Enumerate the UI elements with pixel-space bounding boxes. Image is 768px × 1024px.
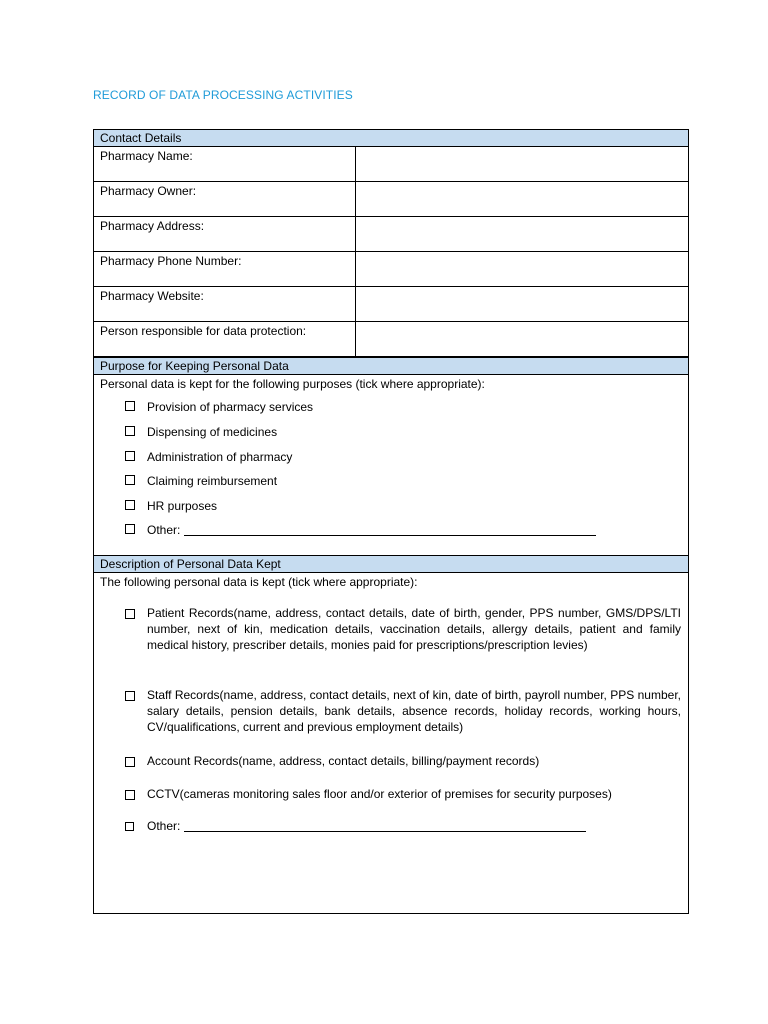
pharmacy-website-label: Pharmacy Website: [94, 287, 356, 321]
contact-row-pharmacy-address [94, 217, 688, 252]
purpose-option[interactable] [125, 424, 277, 440]
purpose-option-label: Administration of pharmacy [147, 450, 293, 464]
record-option-other[interactable] [125, 818, 681, 834]
checkbox-icon[interactable] [125, 790, 135, 800]
checkbox-icon[interactable] [125, 451, 135, 461]
data-protection-person-label: Person responsible for data protection: [94, 322, 356, 356]
record-name: Staff Records [147, 688, 220, 702]
record-detail: (cameras monitoring sales floor and/or exterior of premises for security purposes) [179, 787, 612, 801]
purpose-option-label: Dispensing of medicines [147, 425, 278, 439]
record-option-staff[interactable] [125, 687, 681, 735]
purpose-option[interactable] [125, 399, 313, 415]
description-heading: Description of Personal Data Kept [94, 555, 688, 573]
record-name: CCTV [147, 787, 180, 801]
record-detail: (name, address, contact details, date of birth, gender, PPS number, GMS/DPS/LTI number, next of kin, medication details, vaccination details, allergy details, patient and family medical history, prescriber details, monies paid for prescriptions/prescription levies) [147, 606, 681, 652]
pharmacy-address-field[interactable] [356, 217, 688, 251]
purpose-option-label: Claiming reimbursement [147, 474, 278, 488]
purpose-intro: Personal data is kept for the following purposes (tick where appropriate): [100, 377, 485, 391]
purpose-other-label: Other: [147, 523, 181, 537]
pharmacy-name-field[interactable] [356, 147, 688, 181]
checkbox-icon[interactable] [125, 609, 135, 619]
pharmacy-owner-label: Pharmacy Owner: [94, 182, 356, 216]
checkbox-icon[interactable] [125, 822, 134, 831]
record-detail: (name, address, contact details, next of kin, date of birth, payroll number, PPS number, salary details, pension details, bank details, absence records, holiday records, working hours, CV/qualifications, current and previous employment details) [147, 688, 681, 734]
description-intro: The following personal data is kept (tick where appropriate): [100, 575, 418, 589]
record-other-label: Other: [147, 819, 181, 833]
record-name: Patient Records [147, 606, 234, 620]
contact-row-pharmacy-website [94, 287, 688, 322]
contact-row-pharmacy-phone [94, 252, 688, 287]
purpose-option[interactable] [125, 449, 292, 465]
purpose-option-other[interactable] [125, 522, 596, 538]
record-option-cctv[interactable] [125, 786, 681, 802]
purpose-heading: Purpose for Keeping Personal Data [94, 357, 688, 375]
pharmacy-phone-field[interactable] [356, 252, 688, 286]
record-name: Account Records [147, 754, 239, 768]
document-title: RECORD OF DATA PROCESSING ACTIVITIES [93, 88, 353, 102]
purpose-option[interactable] [125, 473, 277, 489]
pharmacy-phone-label: Pharmacy Phone Number: [94, 252, 356, 286]
contact-row-data-protection [94, 322, 688, 357]
checkbox-icon[interactable] [125, 500, 135, 510]
contact-row-pharmacy-name [94, 147, 688, 182]
purpose-option-label: Provision of pharmacy services [147, 400, 314, 414]
pharmacy-name-label: Pharmacy Name: [94, 147, 356, 181]
checkbox-icon[interactable] [125, 757, 135, 767]
record-other-input[interactable] [184, 831, 586, 832]
pharmacy-owner-field[interactable] [356, 182, 688, 216]
contact-details-heading: Contact Details [94, 130, 688, 147]
record-option-patient[interactable] [125, 605, 681, 653]
pharmacy-address-label: Pharmacy Address: [94, 217, 356, 251]
pharmacy-website-field[interactable] [356, 287, 688, 321]
data-processing-form [93, 129, 689, 914]
purpose-block [94, 375, 688, 555]
checkbox-icon[interactable] [125, 475, 135, 485]
checkbox-icon[interactable] [125, 426, 135, 436]
data-protection-person-field[interactable] [356, 322, 688, 356]
record-detail: (name, address, contact details, billing/payment records) [238, 754, 540, 768]
checkbox-icon[interactable] [125, 524, 135, 534]
record-option-account[interactable] [125, 753, 681, 769]
purpose-option-label: HR purposes [147, 499, 218, 513]
purpose-other-input[interactable] [184, 535, 596, 536]
purpose-option[interactable] [125, 498, 217, 514]
contact-row-pharmacy-owner [94, 182, 688, 217]
checkbox-icon[interactable] [125, 401, 135, 411]
description-block [94, 573, 688, 913]
checkbox-icon[interactable] [125, 691, 135, 701]
